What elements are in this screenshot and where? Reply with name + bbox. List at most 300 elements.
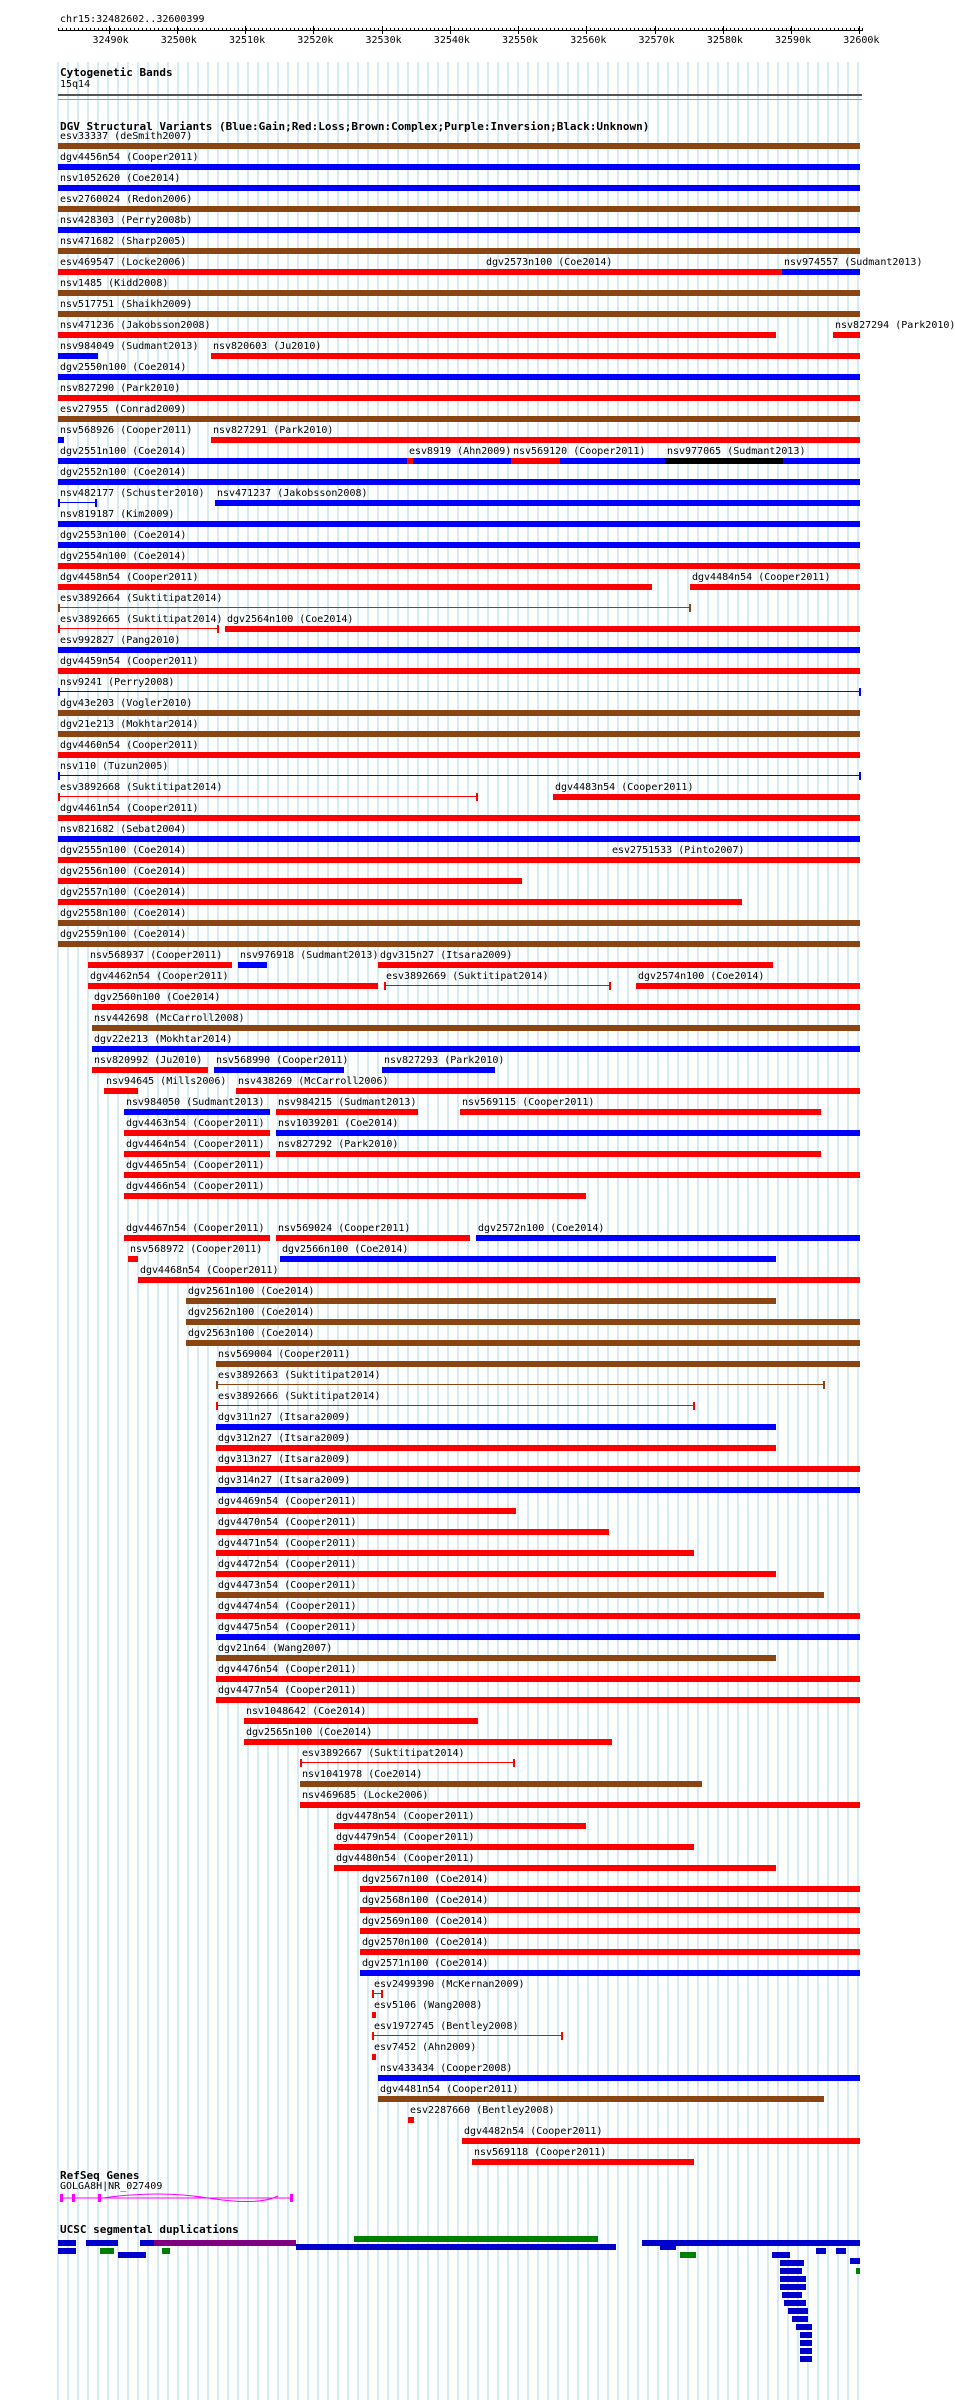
variant-bar[interactable] xyxy=(58,710,860,716)
variant-bar[interactable] xyxy=(216,1508,516,1514)
variant-bar[interactable] xyxy=(280,1256,776,1262)
variant-bar[interactable] xyxy=(58,521,860,527)
variant-bar[interactable] xyxy=(58,248,860,254)
variant-label[interactable]: nsv569004 (Cooper2011) xyxy=(218,1349,351,1360)
segdup-bar[interactable] xyxy=(800,2340,812,2346)
variant-bar[interactable] xyxy=(58,563,860,569)
segdup-bar[interactable] xyxy=(780,2260,804,2266)
variant-bar[interactable] xyxy=(58,796,477,797)
variant-label[interactable]: esv33337 (deSmith2007) xyxy=(60,131,193,142)
variant-label[interactable]: dgv2561n100 (Coe2014) xyxy=(188,1286,315,1297)
variant-bar[interactable] xyxy=(216,1529,609,1535)
variant-bar[interactable] xyxy=(244,1739,612,1745)
variant-label[interactable]: dgv4456n54 (Cooper2011) xyxy=(60,152,199,163)
variant-label[interactable]: nsv984050 (Sudmant2013) xyxy=(126,1097,265,1108)
variant-bar[interactable] xyxy=(636,983,860,989)
variant-bar[interactable] xyxy=(58,899,742,905)
variant-bar[interactable] xyxy=(216,1487,860,1493)
variant-label[interactable]: dgv4468n54 (Cooper2011) xyxy=(140,1265,279,1276)
variant-label[interactable]: dgv2566n100 (Coe2014) xyxy=(282,1244,409,1255)
variant-label[interactable]: nsv827294 (Park2010) xyxy=(835,320,955,331)
variant-bar[interactable] xyxy=(186,1298,776,1304)
variant-label[interactable]: nsv433434 (Cooper2008) xyxy=(380,2063,513,2074)
variant-bar[interactable] xyxy=(58,416,860,422)
segdup-bar[interactable] xyxy=(800,2332,812,2338)
variant-label[interactable]: dgv2550n100 (Coe2014) xyxy=(60,362,187,373)
variant-bar[interactable] xyxy=(216,1424,776,1430)
variant-label[interactable]: esv5106 (Wang2008) xyxy=(374,2000,483,2011)
variant-bar[interactable] xyxy=(360,1970,860,1976)
variant-label[interactable]: dgv2571n100 (Coe2014) xyxy=(362,1958,489,1969)
variant-label[interactable]: nsv984215 (Sudmant2013) xyxy=(278,1097,417,1108)
variant-label[interactable]: dgv4462n54 (Cooper2011) xyxy=(90,971,229,982)
variant-label[interactable]: nsv569024 (Cooper2011) xyxy=(278,1223,411,1234)
variant-label[interactable]: nsv977065 (Sudmant2013) xyxy=(667,446,806,457)
segdup-bar[interactable] xyxy=(796,2324,812,2330)
variant-label[interactable]: nsv827290 (Park2010) xyxy=(60,383,181,394)
variant-label[interactable]: dgv4470n54 (Cooper2011) xyxy=(218,1517,357,1528)
variant-bar[interactable] xyxy=(407,458,413,464)
variant-label[interactable]: nsv568937 (Cooper2011) xyxy=(90,950,223,961)
variant-bar[interactable] xyxy=(360,1886,860,1892)
variant-bar[interactable] xyxy=(124,1151,270,1157)
variant-label[interactable]: dgv2557n100 (Coe2014) xyxy=(60,887,187,898)
variant-label[interactable]: nsv471236 (Jakobsson2008) xyxy=(60,320,211,331)
variant-bar[interactable] xyxy=(92,1046,860,1052)
variant-label[interactable]: dgv314n27 (Itsara2009) xyxy=(218,1475,351,1486)
variant-bar[interactable] xyxy=(216,1571,776,1577)
variant-label[interactable]: nsv821682 (Sebat2004) xyxy=(60,824,187,835)
segdup-bar[interactable] xyxy=(660,2244,676,2250)
variant-bar[interactable] xyxy=(58,628,218,629)
variant-bar[interactable] xyxy=(238,962,267,968)
segdup-bar[interactable] xyxy=(192,2240,296,2246)
variant-label[interactable]: nsv984049 (Sudmant2013) xyxy=(60,341,199,352)
variant-label[interactable]: dgv4480n54 (Cooper2011) xyxy=(336,1853,475,1864)
variant-label[interactable]: dgv4458n54 (Cooper2011) xyxy=(60,572,199,583)
variant-label[interactable]: dgv43e203 (Vogler2010) xyxy=(60,698,193,709)
variant-label[interactable]: nsv1048642 (Coe2014) xyxy=(246,1706,367,1717)
segdup-bar[interactable] xyxy=(800,2348,812,2354)
segdup-bar[interactable] xyxy=(782,2292,802,2298)
variant-label[interactable]: dgv2562n100 (Coe2014) xyxy=(188,1307,315,1318)
variant-bar[interactable] xyxy=(300,1762,514,1763)
ruler-minor-tick xyxy=(502,28,503,31)
variant-bar[interactable] xyxy=(244,1718,478,1724)
variant-label[interactable]: dgv2563n100 (Coe2014) xyxy=(188,1328,315,1339)
ruler-tick-label: 32510k xyxy=(229,35,266,46)
variant-label[interactable]: dgv2573n100 (Coe2014) xyxy=(486,257,613,268)
variant-label[interactable]: dgv22e213 (Mokhtar2014) xyxy=(94,1034,233,1045)
variant-bar[interactable] xyxy=(58,878,522,884)
variant-label[interactable]: esv3892665 (Suktitipat2014) xyxy=(60,614,223,625)
ruler-minor-tick xyxy=(498,28,499,31)
variant-label[interactable]: dgv2554n100 (Coe2014) xyxy=(60,551,187,562)
variant-label[interactable]: esv7452 (Ahn2009) xyxy=(374,2042,477,2053)
variant-label[interactable]: dgv21e213 (Mokhtar2014) xyxy=(60,719,199,730)
ruler-minor-tick xyxy=(202,28,203,31)
variant-bar[interactable] xyxy=(58,775,860,776)
segdup-bar[interactable] xyxy=(642,2240,652,2246)
variant-label[interactable]: nsv438269 (McCarroll2006) xyxy=(238,1076,389,1087)
variant-bar[interactable] xyxy=(58,920,860,926)
variant-bar[interactable] xyxy=(58,185,860,191)
variant-label[interactable]: nsv569118 (Cooper2011) xyxy=(474,2147,607,2158)
variant-bar[interactable] xyxy=(58,164,860,170)
variant-bar[interactable] xyxy=(211,437,860,443)
variant-label[interactable]: dgv21n64 (Wang2007) xyxy=(218,1643,333,1654)
ruler-minor-tick xyxy=(814,28,815,31)
variant-bar[interactable] xyxy=(378,2075,860,2081)
ruler-minor-tick xyxy=(822,28,823,31)
variant-bar[interactable] xyxy=(58,290,860,296)
variant-bar[interactable] xyxy=(462,2138,860,2144)
variant-label[interactable]: esv27955 (Conrad2009) xyxy=(60,404,187,415)
variant-bar[interactable] xyxy=(124,1235,270,1241)
variant-label[interactable]: dgv315n27 (Itsara2009) xyxy=(380,950,513,961)
variant-bar[interactable] xyxy=(138,1277,860,1283)
variant-label[interactable]: esv469547 (Locke2006) xyxy=(60,257,187,268)
variant-bar[interactable] xyxy=(58,395,860,401)
variant-label[interactable]: nsv568926 (Cooper2011) xyxy=(60,425,193,436)
variant-label[interactable]: dgv4481n54 (Cooper2011) xyxy=(380,2084,519,2095)
variant-label[interactable]: nsv819187 (Kim2009) xyxy=(60,509,175,520)
variant-bar[interactable] xyxy=(372,1993,382,1994)
variant-label[interactable]: dgv4484n54 (Cooper2011) xyxy=(692,572,831,583)
variant-bar[interactable] xyxy=(553,794,860,800)
variant-bar[interactable] xyxy=(236,1088,860,1094)
variant-bar[interactable] xyxy=(216,1445,776,1451)
variant-bar[interactable] xyxy=(300,1802,860,1808)
segdup-bar[interactable] xyxy=(58,2248,76,2254)
variant-bar[interactable] xyxy=(334,1865,776,1871)
variant-bar[interactable] xyxy=(88,962,232,968)
variant-label[interactable]: nsv428303 (Perry2008b) xyxy=(60,215,193,226)
variant-bar[interactable] xyxy=(665,458,783,464)
cytoband-label: 15q14 xyxy=(60,79,91,90)
variant-bar[interactable] xyxy=(58,437,64,443)
ruler-minor-tick xyxy=(494,28,495,31)
variant-label[interactable]: dgv312n27 (Itsara2009) xyxy=(218,1433,351,1444)
variant-label[interactable]: nsv1041978 (Coe2014) xyxy=(302,1769,423,1780)
variant-bar[interactable] xyxy=(58,374,860,380)
segdup-bar[interactable] xyxy=(780,2276,806,2282)
variant-label[interactable]: dgv4464n54 (Cooper2011) xyxy=(126,1139,265,1150)
variant-label[interactable]: nsv569115 (Cooper2011) xyxy=(462,1097,595,1108)
variant-label[interactable]: dgv311n27 (Itsara2009) xyxy=(218,1412,351,1423)
variant-label[interactable]: dgv2574n100 (Coe2014) xyxy=(638,971,765,982)
variant-bar[interactable] xyxy=(58,731,860,737)
variant-label[interactable]: nsv1485 (Kidd2008) xyxy=(60,278,169,289)
segdup-bar[interactable] xyxy=(780,2284,806,2290)
variant-label[interactable]: esv8919 (Ahn2009) xyxy=(409,446,512,457)
variant-label[interactable]: dgv2556n100 (Coe2014) xyxy=(60,866,187,877)
variant-bar[interactable] xyxy=(104,1088,138,1094)
variant-bar[interactable] xyxy=(186,1340,860,1346)
ruler-minor-tick xyxy=(750,28,751,31)
variant-label[interactable]: nsv482177 (Schuster2010) xyxy=(60,488,205,499)
variant-bar[interactable] xyxy=(484,269,773,275)
variant-bar[interactable] xyxy=(124,1172,860,1178)
variant-label[interactable]: nsv471237 (Jakobsson2008) xyxy=(217,488,368,499)
variant-bar[interactable] xyxy=(276,1109,418,1115)
cytoband-divider xyxy=(58,99,862,100)
variant-label[interactable]: nsv9241 (Perry2008) xyxy=(60,677,175,688)
variant-bar[interactable] xyxy=(214,1067,344,1073)
variant-bar[interactable] xyxy=(216,1550,694,1556)
variant-label[interactable]: dgv4459n54 (Cooper2011) xyxy=(60,656,199,667)
variant-bar[interactable] xyxy=(58,206,860,212)
variant-label[interactable]: nsv442698 (McCarroll2008) xyxy=(94,1013,245,1024)
variant-bar[interactable] xyxy=(58,542,860,548)
variant-bar[interactable] xyxy=(372,2054,376,2060)
variant-bar[interactable] xyxy=(88,983,378,989)
variant-label[interactable]: dgv4482n54 (Cooper2011) xyxy=(464,2126,603,2137)
variant-label[interactable]: esv992827 (Pang2010) xyxy=(60,635,181,646)
segdup-bar[interactable] xyxy=(118,2252,146,2258)
variant-label[interactable]: esv3892669 (Suktitipat2014) xyxy=(386,971,549,982)
variant-label[interactable]: nsv1039201 (Coe2014) xyxy=(278,1118,399,1129)
variant-bar[interactable] xyxy=(216,1466,860,1472)
variant-bar[interactable] xyxy=(58,668,860,674)
ruler-minor-tick xyxy=(174,28,175,31)
variant-bar[interactable] xyxy=(58,502,96,503)
ruler-minor-tick xyxy=(422,28,423,31)
variant-bar[interactable] xyxy=(276,1151,821,1157)
variant-label[interactable]: esv3892668 (Suktitipat2014) xyxy=(60,782,223,793)
variant-label[interactable]: dgv4466n54 (Cooper2011) xyxy=(126,1181,265,1192)
segdup-bar[interactable] xyxy=(816,2248,826,2254)
segdup-bar[interactable] xyxy=(86,2240,118,2246)
ruler-minor-tick xyxy=(286,28,287,31)
variant-bar[interactable] xyxy=(92,1004,860,1010)
variant-end-tick xyxy=(693,1402,695,1410)
variant-label[interactable]: dgv4475n54 (Cooper2011) xyxy=(218,1622,357,1633)
variant-label[interactable]: dgv2568n100 (Coe2014) xyxy=(362,1895,489,1906)
variant-label[interactable]: nsv471682 (Sharp2005) xyxy=(60,236,187,247)
ruler-minor-tick xyxy=(390,28,391,31)
variant-label[interactable]: nsv517751 (Shaikh2009) xyxy=(60,299,193,310)
variant-label[interactable]: dgv4483n54 (Cooper2011) xyxy=(555,782,694,793)
segdup-bar[interactable] xyxy=(788,2308,808,2314)
segdup-bar[interactable] xyxy=(296,2244,616,2250)
variant-label[interactable]: dgv4472n54 (Cooper2011) xyxy=(218,1559,357,1570)
segdup-bar[interactable] xyxy=(792,2316,808,2322)
variant-bar[interactable] xyxy=(408,2117,414,2123)
variant-label[interactable]: dgv2558n100 (Coe2014) xyxy=(60,908,187,919)
variant-label[interactable]: esv3892664 (Suktitipat2014) xyxy=(60,593,223,604)
variant-bar[interactable] xyxy=(58,752,860,758)
variant-bar[interactable] xyxy=(610,857,860,863)
variant-label[interactable]: nsv568972 (Cooper2011) xyxy=(130,1244,263,1255)
variant-label[interactable]: dgv4463n54 (Cooper2011) xyxy=(126,1118,265,1129)
segdup-bar[interactable] xyxy=(154,2240,192,2246)
variant-bar[interactable] xyxy=(472,2159,694,2165)
variant-bar[interactable] xyxy=(690,584,860,590)
variant-bar[interactable] xyxy=(58,584,652,590)
variant-bar[interactable] xyxy=(58,143,860,149)
variant-bar[interactable] xyxy=(124,1109,270,1115)
variant-label[interactable]: esv1972745 (Bentley2008) xyxy=(374,2021,519,2032)
variant-bar[interactable] xyxy=(211,353,860,359)
variant-label[interactable]: nsv976918 (Sudmant2013) xyxy=(240,950,379,961)
variant-bar[interactable] xyxy=(124,1193,586,1199)
variant-label[interactable]: dgv4476n54 (Cooper2011) xyxy=(218,1664,357,1675)
variant-bar[interactable] xyxy=(216,1697,860,1703)
variant-bar[interactable] xyxy=(58,311,860,317)
variant-label[interactable]: nsv469685 (Locke2006) xyxy=(302,1790,429,1801)
variant-end-tick xyxy=(476,793,478,801)
segdup-bar[interactable] xyxy=(680,2252,696,2258)
variant-label[interactable]: dgv4471n54 (Cooper2011) xyxy=(218,1538,357,1549)
variant-bar[interactable] xyxy=(216,1655,776,1661)
segdup-bar[interactable] xyxy=(780,2268,802,2274)
variant-bar[interactable] xyxy=(215,500,860,506)
variant-bar[interactable] xyxy=(58,227,860,233)
variant-label[interactable]: dgv2564n100 (Coe2014) xyxy=(227,614,354,625)
variant-bar[interactable] xyxy=(58,836,860,842)
variant-bar[interactable] xyxy=(833,332,860,338)
ruler-minor-tick xyxy=(686,28,687,31)
ruler-minor-tick xyxy=(446,28,447,31)
variant-label[interactable]: esv3892666 (Suktitipat2014) xyxy=(218,1391,381,1402)
variant-label[interactable]: nsv94645 (Mills2006) xyxy=(106,1076,227,1087)
variant-label[interactable]: esv3892663 (Suktitipat2014) xyxy=(218,1370,381,1381)
variant-bar[interactable] xyxy=(92,1025,860,1031)
variant-label[interactable]: esv2760024 (Redon2006) xyxy=(60,194,193,205)
variant-label[interactable]: dgv4474n54 (Cooper2011) xyxy=(218,1601,357,1612)
segdup-bar[interactable] xyxy=(354,2236,598,2242)
variant-bar[interactable] xyxy=(782,269,860,275)
variant-label[interactable]: nsv569120 (Cooper2011) xyxy=(513,446,646,457)
variant-label[interactable]: nsv568990 (Cooper2011) xyxy=(216,1055,349,1066)
variant-bar[interactable] xyxy=(511,458,560,464)
refseq-gene-model[interactable] xyxy=(58,2192,308,2204)
variant-bar[interactable] xyxy=(378,962,773,968)
ruler-minor-tick xyxy=(674,28,675,31)
variant-label[interactable]: dgv2553n100 (Coe2014) xyxy=(60,530,187,541)
variant-label[interactable]: dgv313n27 (Itsara2009) xyxy=(218,1454,351,1465)
variant-bar[interactable] xyxy=(216,1634,860,1640)
variant-label[interactable]: nsv1052620 (Coe2014) xyxy=(60,173,181,184)
variant-bar[interactable] xyxy=(58,647,860,653)
variant-label[interactable]: dgv2569n100 (Coe2014) xyxy=(362,1916,489,1927)
variant-label[interactable]: nsv827293 (Park2010) xyxy=(384,1055,505,1066)
variant-bar[interactable] xyxy=(476,1235,860,1241)
variant-label[interactable]: dgv2559n100 (Coe2014) xyxy=(60,929,187,940)
variant-bar[interactable] xyxy=(372,2012,376,2018)
segdup-bar[interactable] xyxy=(836,2248,846,2254)
variant-bar[interactable] xyxy=(216,1361,860,1367)
variant-bar[interactable] xyxy=(186,1319,860,1325)
variant-bar[interactable] xyxy=(58,815,860,821)
variant-bar[interactable] xyxy=(216,1592,824,1598)
variant-label[interactable]: nsv827291 (Park2010) xyxy=(213,425,334,436)
cytoband-bar[interactable] xyxy=(58,94,862,96)
variant-bar[interactable] xyxy=(58,353,98,359)
variant-bar[interactable] xyxy=(216,1676,860,1682)
variant-bar[interactable] xyxy=(372,2035,562,2036)
variant-label[interactable]: dgv4467n54 (Cooper2011) xyxy=(126,1223,265,1234)
variant-label[interactable]: nsv820992 (Ju2010) xyxy=(94,1055,203,1066)
segdup-bar[interactable] xyxy=(856,2268,860,2274)
variant-bar[interactable] xyxy=(92,1067,208,1073)
variant-label[interactable]: nsv110 (Tuzun2005) xyxy=(60,761,169,772)
variant-bar[interactable] xyxy=(58,691,860,692)
variant-label[interactable]: dgv2552n100 (Coe2014) xyxy=(60,467,187,478)
variant-bar[interactable] xyxy=(360,1949,860,1955)
variant-label[interactable]: dgv2565n100 (Coe2014) xyxy=(246,1727,373,1738)
variant-bar[interactable] xyxy=(124,1130,270,1136)
variant-bar[interactable] xyxy=(216,1405,694,1406)
variant-label[interactable]: dgv4479n54 (Cooper2011) xyxy=(336,1832,475,1843)
variant-bar[interactable] xyxy=(360,1907,860,1913)
segdup-bar[interactable] xyxy=(58,2240,76,2246)
variant-label[interactable]: dgv4477n54 (Cooper2011) xyxy=(218,1685,357,1696)
variant-label[interactable]: esv2287660 (Bentley2008) xyxy=(410,2105,555,2116)
segdup-bar[interactable] xyxy=(850,2258,860,2264)
segdup-bar[interactable] xyxy=(800,2356,812,2362)
variant-label[interactable]: esv2751533 (Pinto2007) xyxy=(612,845,745,856)
variant-label[interactable]: dgv4478n54 (Cooper2011) xyxy=(336,1811,475,1822)
variant-label[interactable]: esv2499390 (McKernan2009) xyxy=(374,1979,525,1990)
segdup-bar[interactable] xyxy=(100,2248,114,2254)
variant-label[interactable]: nsv820603 (Ju2010) xyxy=(213,341,322,352)
variant-bar[interactable] xyxy=(334,1844,694,1850)
variant-label[interactable]: esv3892667 (Suktitipat2014) xyxy=(302,1748,465,1759)
variant-bar[interactable] xyxy=(276,1130,860,1136)
variant-label[interactable]: dgv4461n54 (Cooper2011) xyxy=(60,803,199,814)
variant-bar[interactable] xyxy=(58,941,860,947)
variant-label[interactable]: dgv4469n54 (Cooper2011) xyxy=(218,1496,357,1507)
variant-label[interactable]: dgv2567n100 (Coe2014) xyxy=(362,1874,489,1885)
refseq-gene-label[interactable]: GOLGA8H|NR_027409 xyxy=(60,2181,163,2192)
variant-label[interactable]: dgv2570n100 (Coe2014) xyxy=(362,1937,489,1948)
variant-label[interactable]: nsv827292 (Park2010) xyxy=(278,1139,399,1150)
variant-label[interactable]: dgv2551n100 (Coe2014) xyxy=(60,446,187,457)
variant-bar[interactable] xyxy=(58,332,776,338)
variant-bar[interactable] xyxy=(225,626,860,632)
segdup-bar[interactable] xyxy=(652,2240,860,2246)
segdup-bar[interactable] xyxy=(140,2240,154,2246)
variant-bar[interactable] xyxy=(216,1613,860,1619)
variant-bar[interactable] xyxy=(378,2096,824,2102)
variant-bar[interactable] xyxy=(300,1781,702,1787)
ruler-minor-tick xyxy=(130,28,131,31)
variant-label[interactable]: dgv4473n54 (Cooper2011) xyxy=(218,1580,357,1591)
variant-label[interactable]: dgv4460n54 (Cooper2011) xyxy=(60,740,199,751)
variant-bar[interactable] xyxy=(334,1823,586,1829)
segdup-bar[interactable] xyxy=(784,2300,806,2306)
variant-bar[interactable] xyxy=(128,1256,138,1262)
variant-label[interactable]: dgv2572n100 (Coe2014) xyxy=(478,1223,605,1234)
variant-bar[interactable] xyxy=(58,479,860,485)
variant-bar[interactable] xyxy=(384,985,610,986)
segdup-bar[interactable] xyxy=(162,2248,170,2254)
variant-bar[interactable] xyxy=(360,1928,860,1934)
variant-label[interactable]: dgv2555n100 (Coe2014) xyxy=(60,845,187,856)
variant-bar[interactable] xyxy=(58,607,690,608)
variant-bar[interactable] xyxy=(460,1109,821,1115)
variant-bar[interactable] xyxy=(276,1235,470,1241)
variant-label[interactable]: dgv2560n100 (Coe2014) xyxy=(94,992,221,1003)
ruler-minor-tick xyxy=(210,28,211,31)
variant-bar[interactable] xyxy=(382,1067,495,1073)
variant-bar[interactable] xyxy=(216,1384,824,1385)
variant-label[interactable]: nsv974557 (Sudmant2013) xyxy=(784,257,923,268)
segdup-bar[interactable] xyxy=(772,2252,790,2258)
variant-label[interactable]: dgv4465n54 (Cooper2011) xyxy=(126,1160,265,1171)
